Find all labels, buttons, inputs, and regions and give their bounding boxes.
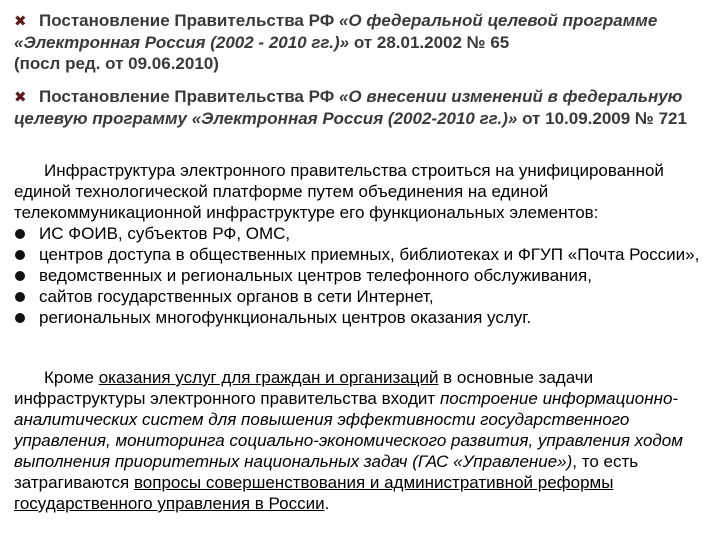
- tasks-paragraph: Кроме оказания услуг для граждан и организаций в основные задачи инфраструктуры электронного правительства входит построение информационно-аналитических систем для повышения эффективности государственного управления, мониторинга социально-экономического развития, управления ходом выполнения приоритетных национальных задач (ГАС «Управление»), то есть затрагиваются вопросы совершенствования и административной реформы государственного управления в России.: [14, 368, 683, 513]
- decree-721: [14, 86, 714, 129]
- decree-title: «О внесении изменений в федеральную целевую программу «Электронная Россия (2002-2010 гг.)»: [14, 87, 683, 128]
- list-item: ведомственных и региональных центров телефонного обслуживания,: [14, 265, 714, 286]
- infrastructure-paragraph: [14, 160, 714, 223]
- reform-underlined-text: вопросы совершенствования и административной реформы государственного управления в России: [14, 473, 614, 513]
- decree-65: [14, 10, 714, 74]
- decree-prefix: Постановление Правительства РФ: [39, 11, 339, 30]
- tasks-italic-text: построение информационно-аналитических систем для повышения эффективности государственного управления, мониторинга социально-экономического развития, управления ходом выполнения приоритетных национальных задач (ГАС «Управление»): [14, 389, 683, 471]
- services-link-text: оказания услуг для граждан и организаций: [98, 368, 439, 387]
- bullet-icon: [15, 271, 25, 281]
- decree-date: от 28.01.2002 № 65: [349, 33, 510, 52]
- decree-prefix: Постановление Правительства РФ: [39, 87, 339, 106]
- list-item: ИС ФОИВ, субъектов РФ, ОМС,: [14, 223, 714, 244]
- bullet-icon: [15, 292, 25, 302]
- list-item: сайтов государственных органов в сети Интернет,: [14, 286, 714, 307]
- list-item: региональных многофункциональных центров оказания услуг.: [14, 307, 714, 328]
- cross-icon: ✖: [14, 13, 27, 30]
- decree-title: «О федеральной целевой программе «Электронная Россия (2002 - 2010 гг.)»: [14, 11, 658, 52]
- cross-icon: ✖: [14, 89, 27, 106]
- list-item: центров доступа в общественных приемных, библиотеках и ФГУП «Почта России»,: [14, 244, 714, 265]
- bullet-icon: [15, 250, 25, 260]
- decree-date: от 10.09.2009 № 721: [517, 109, 687, 128]
- bullet-icon: [15, 313, 25, 323]
- element-list: [14, 223, 714, 328]
- infrastructure-intro: Инфраструктура электронного правительства строиться на унифицированной единой технологической платформе путем объединения на единой телекоммуникационной инфраструктуре его функциональных элементов:: [14, 161, 664, 222]
- decree-revision: (посл ред. от 09.06.2010): [14, 54, 219, 73]
- bullet-icon: [15, 229, 25, 239]
